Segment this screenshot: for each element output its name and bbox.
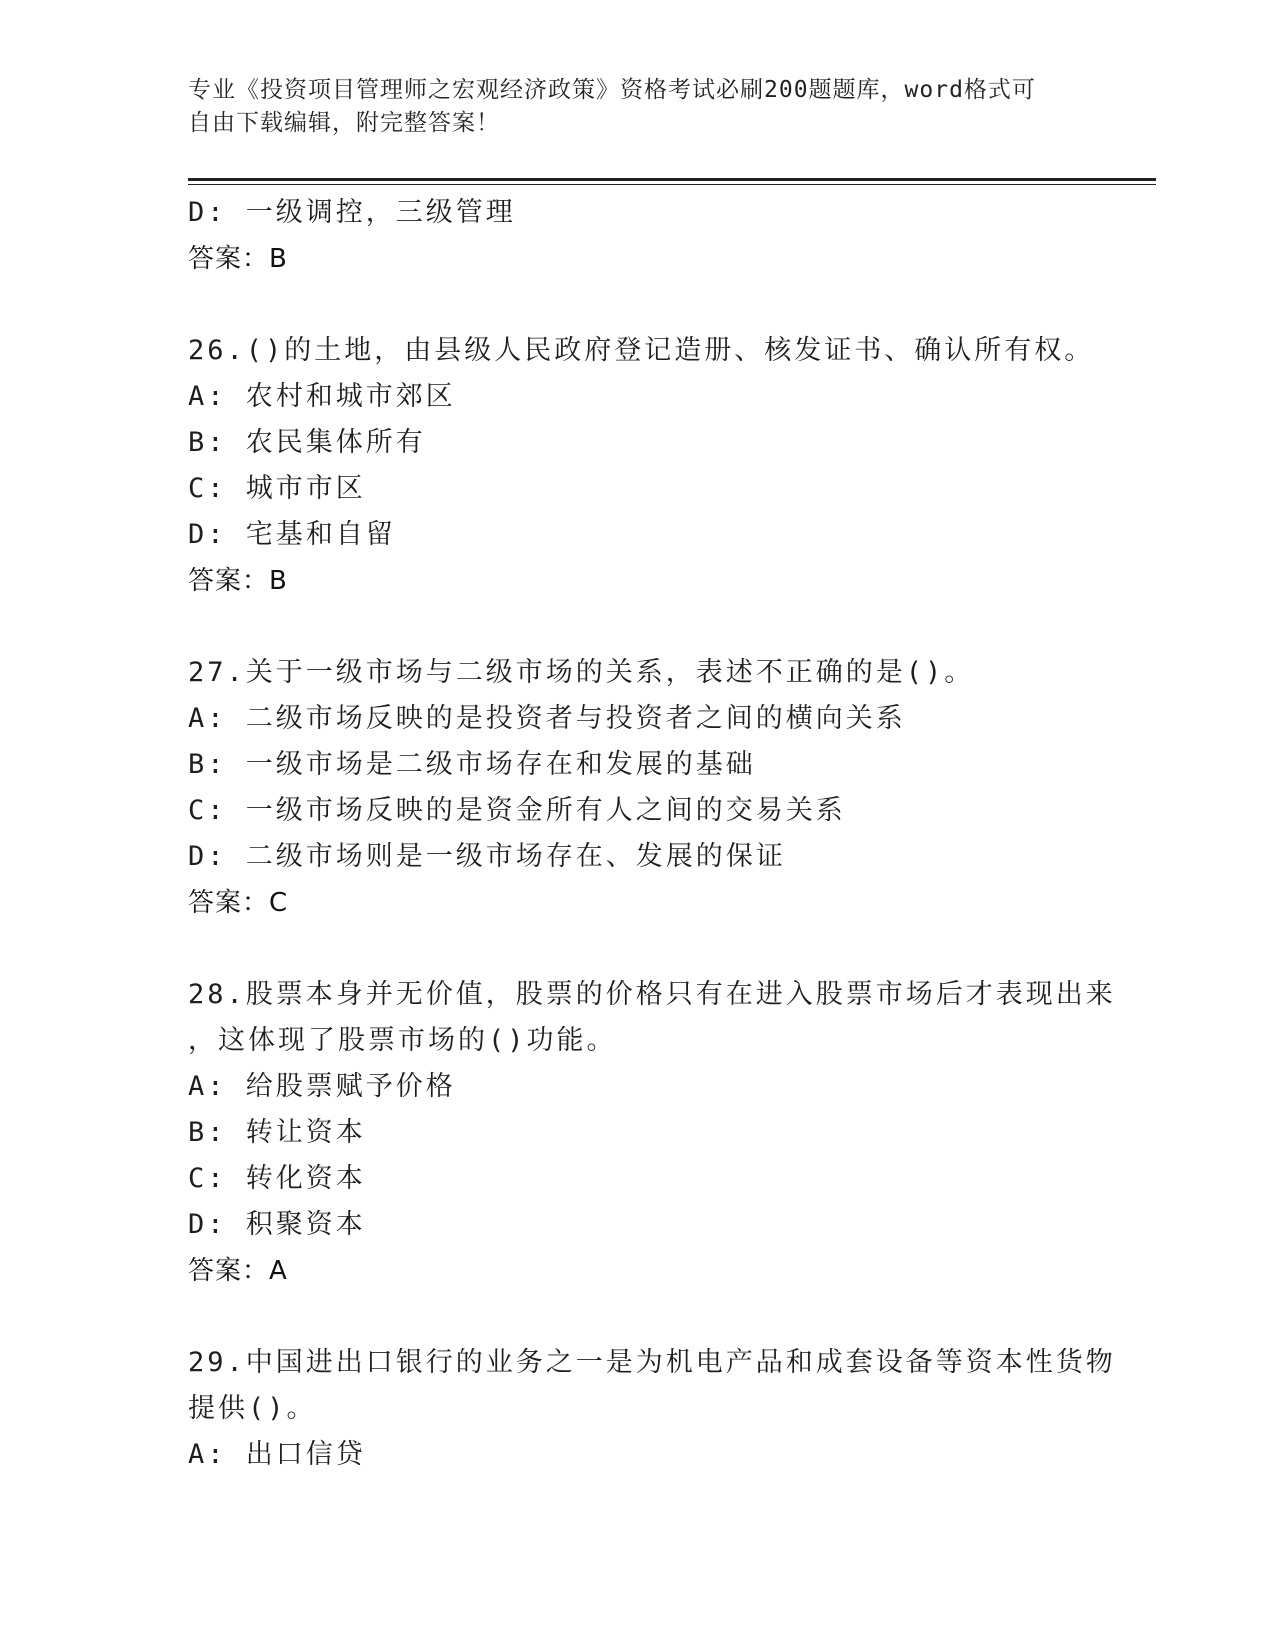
answer: 答案：C xyxy=(188,888,289,918)
option-b: B: 农民集体所有 xyxy=(188,427,426,458)
spacer xyxy=(188,282,1088,328)
question-25-tail xyxy=(188,190,1088,282)
question-list xyxy=(188,190,1116,1478)
question-stem: 26.()的土地，由县级人民政府登记造册、核发证书、确认所有权。 xyxy=(188,335,1095,366)
question-stem-line-2: ，这体现了股票市场的()功能。 xyxy=(188,1025,617,1056)
header-divider-thin xyxy=(188,184,1156,185)
option-a: A: 二级市场反映的是投资者与投资者之间的横向关系 xyxy=(188,703,906,734)
question-28 xyxy=(188,972,1116,1294)
answer: 答案：A xyxy=(188,1256,288,1286)
option-a: A: 出口信贷 xyxy=(188,1439,366,1470)
option-a: A: 给股票赋予价格 xyxy=(188,1071,456,1102)
option-c: C: 城市市区 xyxy=(188,473,366,504)
document-header xyxy=(188,74,1068,140)
option-c: C: 转化资本 xyxy=(188,1163,366,1194)
spacer xyxy=(188,604,1088,650)
question-29 xyxy=(188,1340,1116,1478)
answer: 答案：B xyxy=(188,244,288,274)
option-d: D: 积聚资本 xyxy=(188,1209,366,1240)
question-27 xyxy=(188,650,1088,926)
question-stem-line-1: 29.中国进出口银行的业务之一是为机电产品和成套设备等资本性货物 xyxy=(188,1347,1116,1378)
option-b: B: 一级市场是二级市场存在和发展的基础 xyxy=(188,749,756,780)
option-c: C: 一级市场反映的是资金所有人之间的交易关系 xyxy=(188,795,846,826)
answer: 答案：B xyxy=(188,566,288,596)
option-d: D: 二级市场则是一级市场存在、发展的保证 xyxy=(188,841,786,872)
question-26 xyxy=(188,328,1095,604)
question-stem-line-1: 28.股票本身并无价值，股票的价格只有在进入股票市场后才表现出来 xyxy=(188,979,1116,1010)
option-b: B: 转让资本 xyxy=(188,1117,366,1148)
header-line-1: 专业《投资项目管理师之宏观经济政策》资格考试必刷200题题库，word格式可 xyxy=(188,77,1036,103)
header-line-2: 自由下载编辑，附完整答案！ xyxy=(188,110,500,136)
question-stem: 27.关于一级市场与二级市场的关系，表述不正确的是()。 xyxy=(188,657,975,688)
option-a: A: 农村和城市郊区 xyxy=(188,381,456,412)
option-d: D: 一级调控，三级管理 xyxy=(188,197,516,228)
spacer xyxy=(188,1294,1088,1340)
question-stem-line-2: 提供()。 xyxy=(188,1393,317,1424)
spacer xyxy=(188,926,1088,972)
option-d: D: 宅基和自留 xyxy=(188,519,396,550)
header-divider-thick xyxy=(188,178,1156,181)
